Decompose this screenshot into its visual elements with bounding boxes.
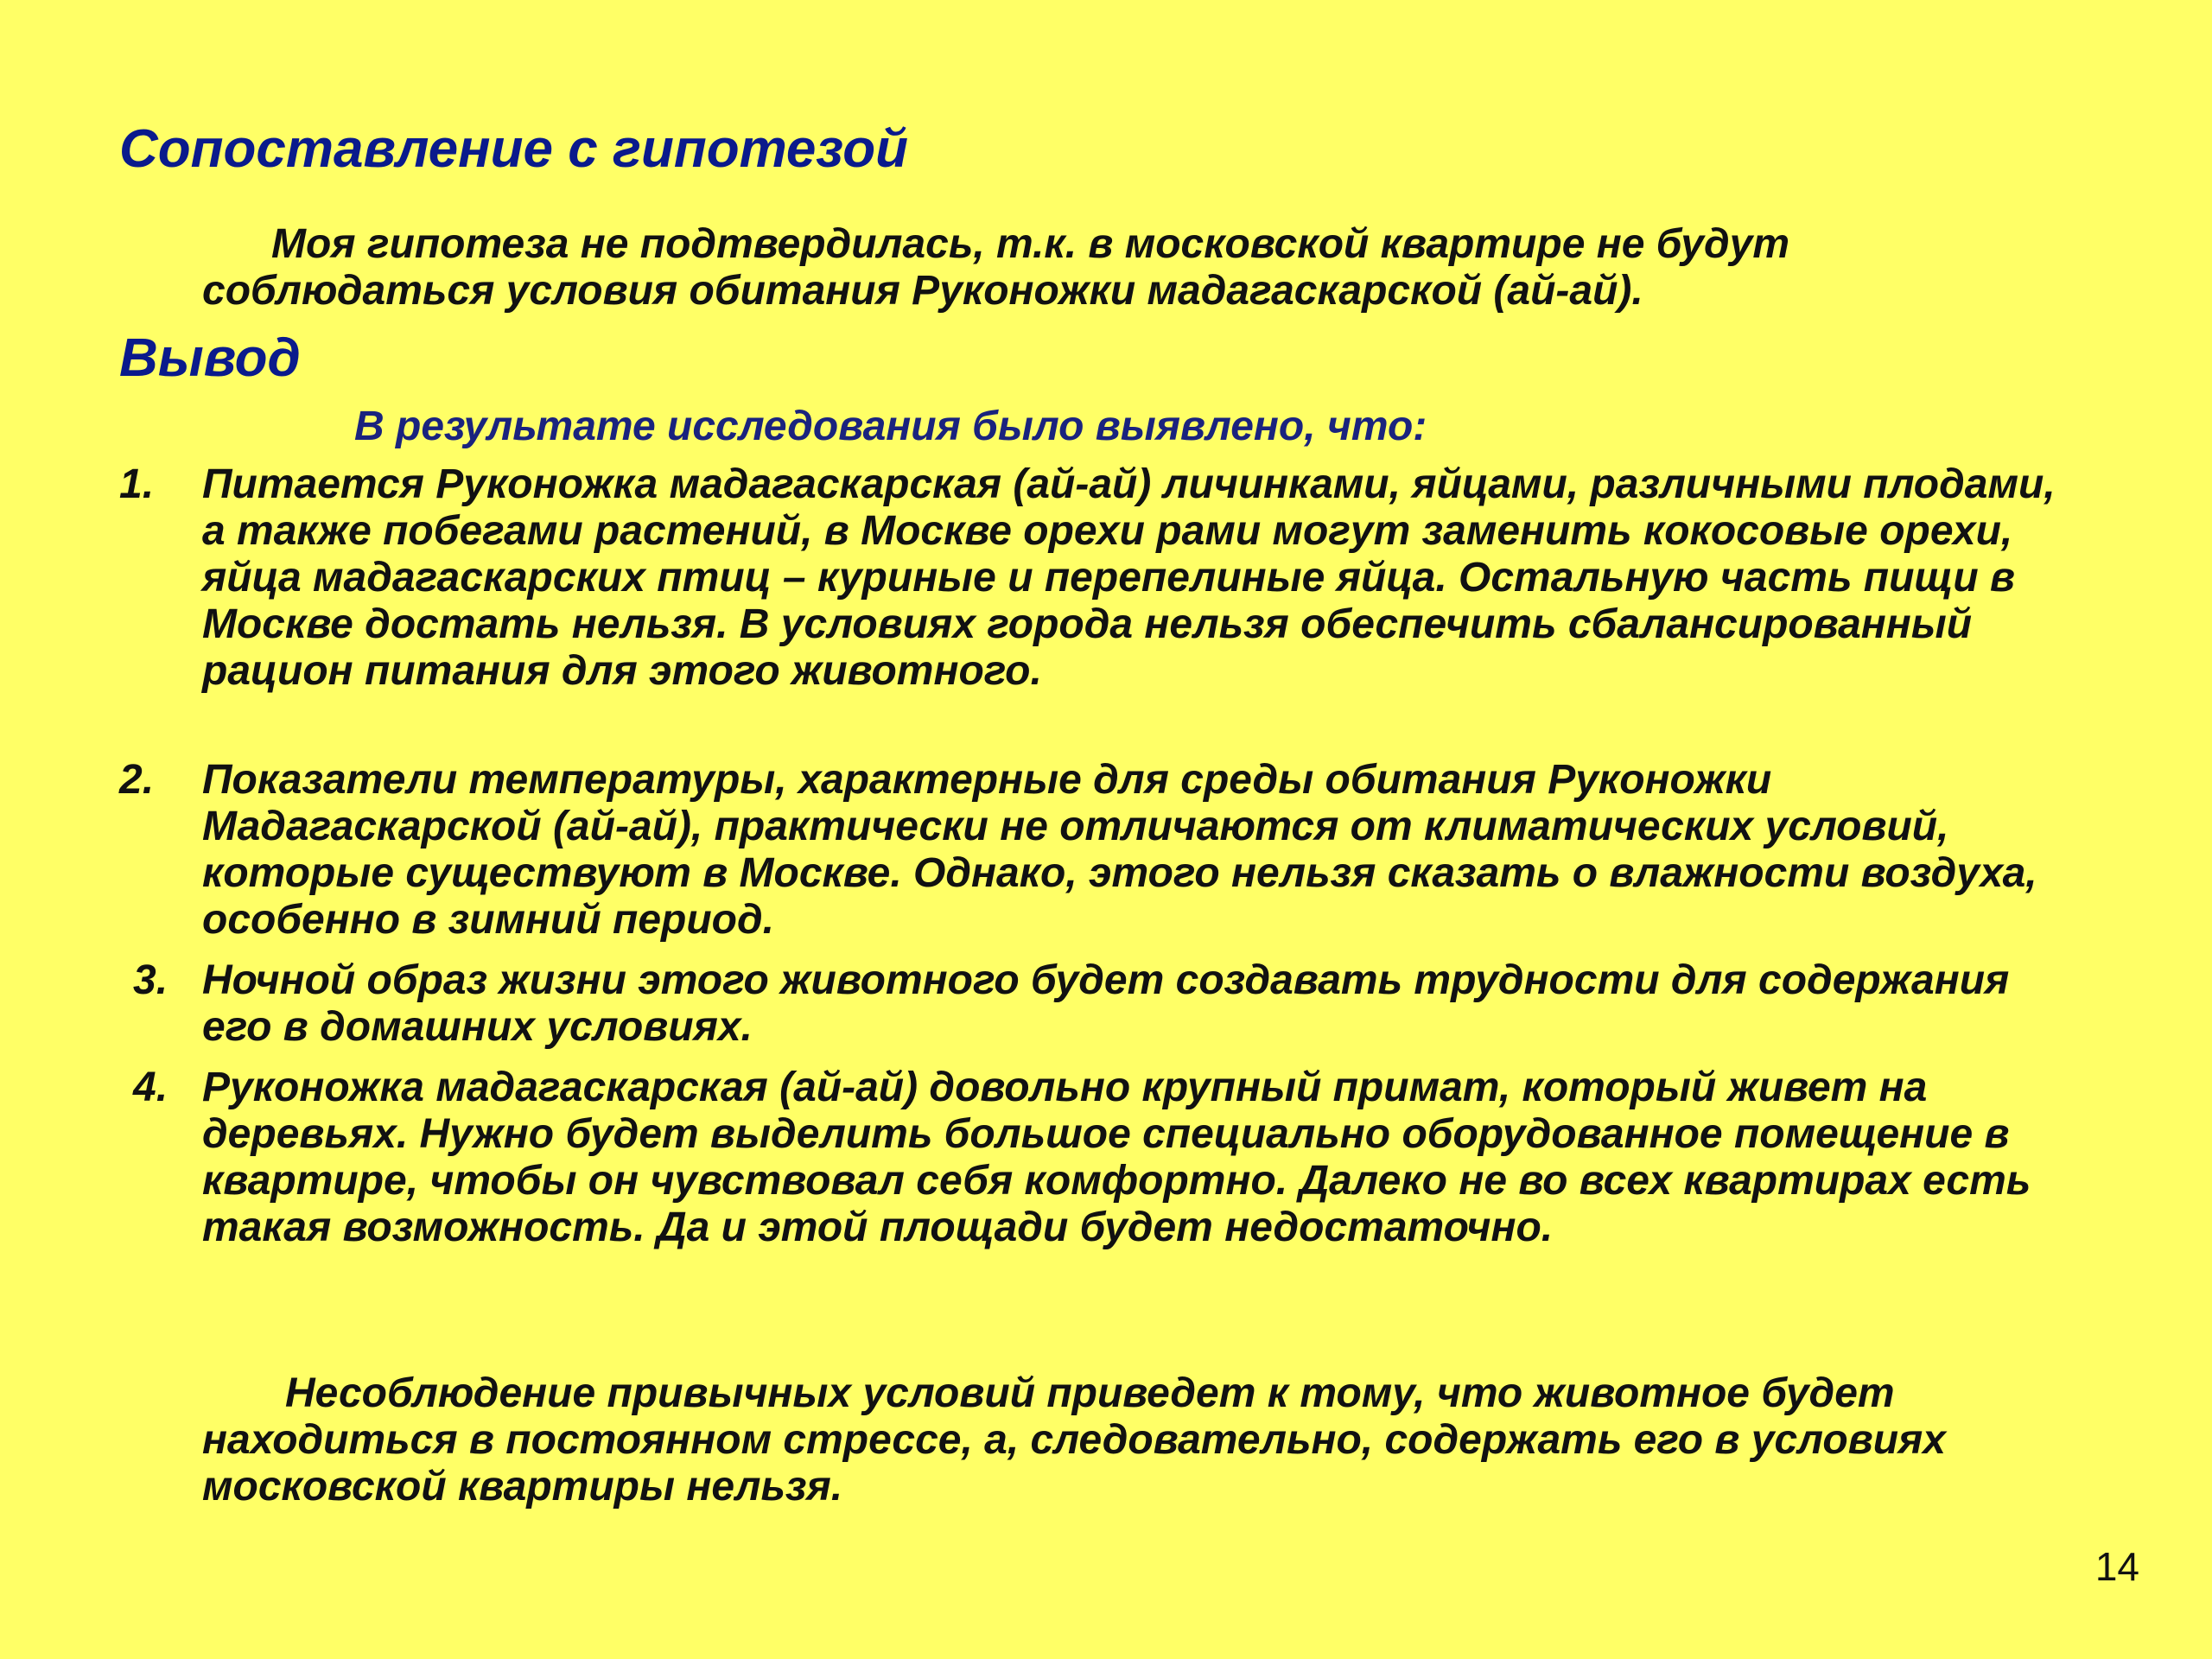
conclusion-item-4 — [133, 1065, 2089, 1251]
conclusion-item-2 — [119, 757, 2089, 944]
conclusion-item-3 — [133, 957, 2089, 1051]
item-text: Питается Руконожка мадагаскарская (ай-ай) личинками, яйцами, различными плодами, а также побегами растений, в Москве орехи рами могут заменить кокосовые орехи, яйца мадагаскарских птиц – куриные и перепелиные яйца. Остальную часть пищи в Москве достать нельзя. В условиях города нельзя обеспечить сбалансированный рацион питания для этого животного. — [202, 461, 2056, 694]
heading-hypothesis: Сопоставление с гипотезой — [119, 119, 908, 179]
hypothesis-paragraph: Моя гипотеза не подтвердилась, т.к. в московской квартире не будут соблюдаться условия обитания Руконожки мадагаскарской (ай-ай). — [202, 221, 1790, 314]
page-number: 14 — [2094, 1544, 2139, 1589]
item-number: 4. — [133, 1065, 168, 1110]
item-text: Руконожка мадагаскарская (ай-ай) довольно крупный примат, который живет на деревьях. Нужно будет выделить большое специально оборудованное помещение в квартире, чтобы он чувствовал себя комфортно. Далеко не во всех квартирах есть такая возможность. Да и этой площади будет недостаточно. — [202, 1065, 2031, 1250]
conclusion-item-1 — [119, 461, 2089, 695]
heading-conclusion: Вывод — [119, 328, 301, 388]
final-paragraph: Несоблюдение привычных условий приведет к тому, что животное будет находиться в постоянном стрессе, а, следовательно, содержать его в условиях московской квартиры нельзя. — [202, 1370, 1946, 1510]
item-text: Ночной образ жизни этого животного будет создавать трудности для содержания его в домашних условиях. — [202, 957, 2010, 1050]
conclusion-intro: В результате исследования было выявлено, что: — [354, 404, 1427, 449]
item-number: 1. — [119, 461, 155, 507]
item-number: 2. — [119, 757, 155, 803]
item-text: Показатели температуры, характерные для среды обитания Руконожки Мадагаскарской (ай-ай), практически не отличаются от климатических условий, которые существуют в Москве. Однако, этого нельзя сказать о влажности воздуха, особенно в зимний период. — [202, 757, 2037, 943]
item-number: 3. — [133, 957, 168, 1003]
